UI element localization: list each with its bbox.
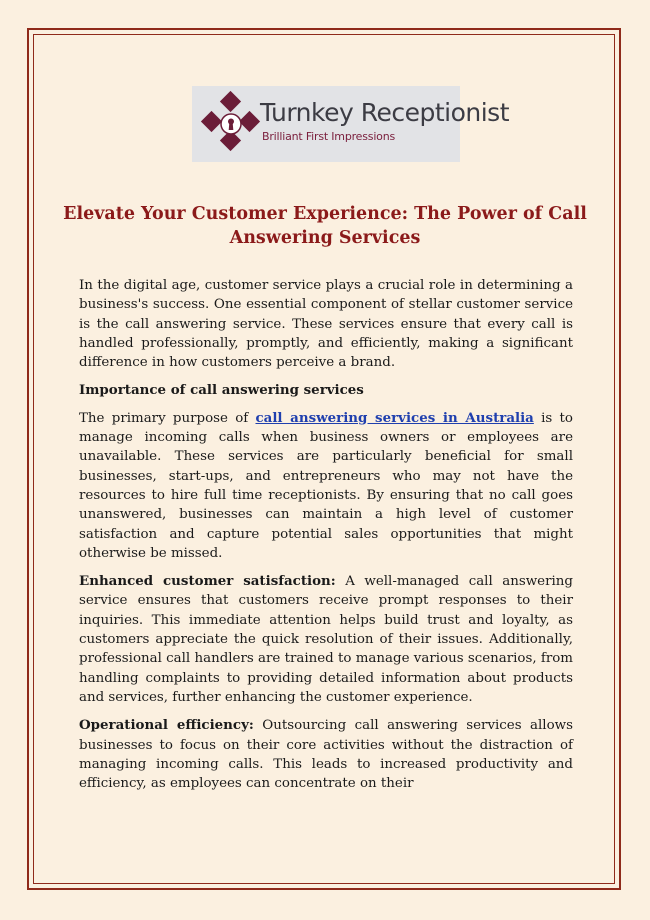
efficiency-paragraph — [79, 716, 573, 793]
intro-paragraph: In the digital age, customer service plays a crucial role in determining a business's success. One essential component of stellar customer service is the call answering service. These services ensure that every call is handled professionally, promptly, and efficiently, making a significant difference in how customers perceive a brand. — [79, 278, 573, 371]
section-heading: Importance of call answering services — [79, 382, 364, 399]
article-body — [79, 276, 573, 802]
satisfaction-label: Enhanced customer satisfaction: — [79, 573, 336, 590]
purpose-paragraph — [79, 409, 573, 563]
satisfaction-paragraph — [79, 572, 573, 707]
call-answering-link[interactable]: call answering services in Australia — [255, 409, 534, 426]
logo-tagline: Brilliant First Impressions — [262, 130, 396, 143]
article-title: Elevate Your Customer Experience: The Power of Call Answering Services — [63, 204, 587, 248]
keyhole-icon — [218, 111, 244, 137]
efficiency-text: Outsourcing call answering services allows businesses to focus on their core activities without the distraction of managing incoming calls. This leads to increased productivity and efficiency, as employees can concentrate on their — [79, 718, 573, 792]
company-logo — [192, 86, 509, 162]
purpose-text-end: is to manage incoming calls when business owners or employees are unavailable. These services are particularly beneficial for small businesses, start-ups, and entrepreneurs who may not have the resources to hire full time receptionists. By ensuring that no call goes unanswered, businesses can maintain a high level of customer satisfaction and capture potential sales opportunities that might otherwise be missed. — [79, 410, 573, 561]
satisfaction-text: A well-managed call answering service ensures that customers receive prompt responses to their inquiries. This immediate attention helps build trust and loyalty, as customers appreciate the quick resolution of their issues. Additionally, professional call handlers are trained to manage various scenarios, from handling complaints to providing detailed information about products and services, further enhancing the customer experience. — [79, 574, 573, 705]
logo-diamond-top — [220, 91, 241, 112]
logo-brand-name: Turnkey Receptionist — [260, 98, 509, 127]
purpose-text-start: The primary purpose of — [79, 410, 256, 426]
efficiency-label: Operational efficiency: — [79, 717, 254, 734]
